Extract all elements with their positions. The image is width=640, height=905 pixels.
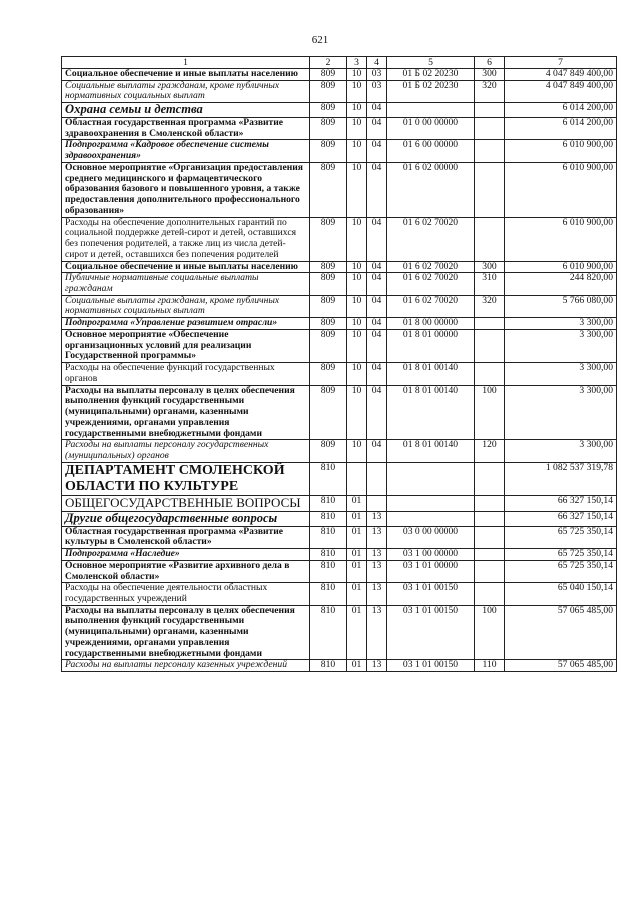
- row-target-code: 01 6 02 70020: [387, 295, 475, 317]
- row-ministry-code: 810: [310, 526, 347, 548]
- row-subsection-code: 04: [367, 273, 387, 295]
- row-expense-type: 120: [475, 440, 505, 462]
- row-subsection-code: 04: [367, 295, 387, 317]
- row-description: Расходы на обеспечение функций государственных органов: [62, 363, 310, 385]
- row-subsection-code: 04: [367, 261, 387, 273]
- row-amount: 65 040 150,14: [505, 583, 617, 605]
- row-amount: 6 014 200,00: [505, 117, 617, 139]
- row-ministry-code: 809: [310, 329, 347, 362]
- row-expense-type: 300: [475, 261, 505, 273]
- row-subsection-code: 13: [367, 526, 387, 548]
- row-expense-type: [475, 560, 505, 582]
- row-ministry-code: 810: [310, 462, 347, 495]
- row-amount: 57 065 485,00: [505, 605, 617, 660]
- row-ministry-code: 809: [310, 273, 347, 295]
- row-ministry-code: 810: [310, 549, 347, 561]
- row-subsection-code: 13: [367, 560, 387, 582]
- table-row: [62, 549, 617, 561]
- column-header: 2: [310, 57, 347, 69]
- row-target-code: [387, 511, 475, 526]
- row-amount: 66 327 150,14: [505, 511, 617, 526]
- row-ministry-code: 809: [310, 318, 347, 330]
- table-row: [62, 318, 617, 330]
- row-amount: 6 010 900,00: [505, 261, 617, 273]
- table-row: [62, 462, 617, 495]
- row-description: Социальное обеспечение и иные выплаты населению: [62, 261, 310, 273]
- row-target-code: 01 0 00 00000: [387, 117, 475, 139]
- row-section-code: 10: [347, 261, 367, 273]
- row-amount: 66 327 150,14: [505, 495, 617, 511]
- row-subsection-code: 04: [367, 103, 387, 118]
- row-section-code: 10: [347, 385, 367, 440]
- row-expense-type: [475, 103, 505, 118]
- table-row: [62, 261, 617, 273]
- row-ministry-code: 809: [310, 385, 347, 440]
- row-ministry-code: 810: [310, 495, 347, 511]
- row-ministry-code: 809: [310, 217, 347, 261]
- row-description: Расходы на выплаты персоналу в целях обеспечения выполнения функций государственными (муниципальными) органами, казенными учреждениями, органами управления государственными внебюджетными фондами: [62, 385, 310, 440]
- row-subsection-code: 04: [367, 117, 387, 139]
- row-description: Подпрограмма «Управление развитием отрасли»: [62, 318, 310, 330]
- row-description: Областная государственная программа «Развитие культуры в Смоленской области»: [62, 526, 310, 548]
- row-amount: 65 725 350,14: [505, 560, 617, 582]
- row-ministry-code: 809: [310, 295, 347, 317]
- row-expense-type: 110: [475, 660, 505, 672]
- row-amount: 1 082 537 319,78: [505, 462, 617, 495]
- column-header: 3: [347, 57, 367, 69]
- row-amount: 3 300,00: [505, 440, 617, 462]
- row-section-code: 10: [347, 140, 367, 162]
- row-expense-type: [475, 117, 505, 139]
- row-target-code: 01 Б 02 20230: [387, 69, 475, 81]
- row-expense-type: [475, 140, 505, 162]
- row-expense-type: [475, 363, 505, 385]
- row-section-code: 01: [347, 549, 367, 561]
- row-subsection-code: 13: [367, 605, 387, 660]
- row-ministry-code: 809: [310, 162, 347, 217]
- row-target-code: 03 0 00 00000: [387, 526, 475, 548]
- row-description: Основное мероприятие «Организация предоставления среднего медицинского и фармацевтического образования базового и повышенного уровня, а также предоставления дополнительного профессионального образования»: [62, 162, 310, 217]
- row-amount: 6 010 900,00: [505, 217, 617, 261]
- row-expense-type: 320: [475, 80, 505, 102]
- row-target-code: [387, 462, 475, 495]
- row-section-code: 01: [347, 495, 367, 511]
- budget-table: [61, 56, 617, 672]
- row-target-code: 01 8 00 00000: [387, 318, 475, 330]
- table-row: [62, 217, 617, 261]
- row-amount: 3 300,00: [505, 318, 617, 330]
- row-amount: 3 300,00: [505, 385, 617, 440]
- table-row: [62, 273, 617, 295]
- row-section-code: 10: [347, 273, 367, 295]
- table-row: [62, 162, 617, 217]
- table-row: [62, 560, 617, 582]
- row-expense-type: 320: [475, 295, 505, 317]
- row-target-code: 03 1 01 00150: [387, 660, 475, 672]
- row-section-code: 01: [347, 660, 367, 672]
- row-ministry-code: 810: [310, 605, 347, 660]
- row-target-code: 01 8 01 00000: [387, 329, 475, 362]
- row-target-code: [387, 495, 475, 511]
- row-subsection-code: 04: [367, 318, 387, 330]
- row-section-code: 10: [347, 363, 367, 385]
- table-row: [62, 69, 617, 81]
- row-amount: 5 766 080,00: [505, 295, 617, 317]
- row-section-code: 01: [347, 511, 367, 526]
- row-subsection-code: 04: [367, 217, 387, 261]
- row-expense-type: [475, 162, 505, 217]
- row-amount: 3 300,00: [505, 329, 617, 362]
- row-description: ДЕПАРТАМЕНТ СМОЛЕНСКОЙ ОБЛАСТИ ПО КУЛЬТУРЕ: [62, 462, 310, 495]
- row-description: Основное мероприятие «Развитие архивного дела в Смоленской области»: [62, 560, 310, 582]
- table-row: [62, 440, 617, 462]
- row-section-code: [347, 462, 367, 495]
- row-amount: 4 047 849 400,00: [505, 69, 617, 81]
- row-amount: 57 065 485,00: [505, 660, 617, 672]
- row-target-code: 03 1 01 00150: [387, 605, 475, 660]
- row-description: Подпрограмма «Наследие»: [62, 549, 310, 561]
- table-row: [62, 295, 617, 317]
- row-target-code: 01 6 02 70020: [387, 217, 475, 261]
- row-ministry-code: 809: [310, 69, 347, 81]
- row-subsection-code: 04: [367, 440, 387, 462]
- table-row: [62, 363, 617, 385]
- row-target-code: 01 6 02 00000: [387, 162, 475, 217]
- row-subsection-code: 04: [367, 162, 387, 217]
- row-description: Областная государственная программа «Развитие здравоохранения в Смоленской области»: [62, 117, 310, 139]
- row-ministry-code: 809: [310, 363, 347, 385]
- table-row: [62, 140, 617, 162]
- row-expense-type: [475, 511, 505, 526]
- row-ministry-code: 810: [310, 560, 347, 582]
- row-subsection-code: 03: [367, 69, 387, 81]
- row-description: ОБЩЕГОСУДАРСТВЕННЫЕ ВОПРОСЫ: [62, 495, 310, 511]
- row-expense-type: 100: [475, 385, 505, 440]
- row-target-code: 01 6 02 70020: [387, 273, 475, 295]
- table-row: [62, 117, 617, 139]
- row-description: Публичные нормативные социальные выплаты гражданам: [62, 273, 310, 295]
- row-expense-type: [475, 318, 505, 330]
- row-ministry-code: 809: [310, 80, 347, 102]
- row-subsection-code: [367, 495, 387, 511]
- row-amount: 6 010 900,00: [505, 162, 617, 217]
- row-ministry-code: 810: [310, 660, 347, 672]
- row-section-code: 01: [347, 526, 367, 548]
- row-description: Социальные выплаты гражданам, кроме публичных нормативных социальных выплат: [62, 295, 310, 317]
- row-expense-type: [475, 526, 505, 548]
- table-row: [62, 80, 617, 102]
- table-row: [62, 495, 617, 511]
- row-ministry-code: 809: [310, 140, 347, 162]
- column-header: 7: [505, 57, 617, 69]
- row-ministry-code: 809: [310, 117, 347, 139]
- row-section-code: 10: [347, 440, 367, 462]
- row-section-code: 01: [347, 583, 367, 605]
- table-row: [62, 526, 617, 548]
- table-row: [62, 511, 617, 526]
- row-expense-type: [475, 495, 505, 511]
- row-description: Расходы на обеспечение дополнительных гарантий по социальной поддержке детей-сирот и детей, оставшихся без попечения родителей, а также лиц из числа детей-сирот и детей, оставшихся без попечения родителей: [62, 217, 310, 261]
- row-section-code: 10: [347, 69, 367, 81]
- row-section-code: 10: [347, 103, 367, 118]
- row-target-code: 01 8 01 00140: [387, 363, 475, 385]
- row-amount: 65 725 350,14: [505, 549, 617, 561]
- row-section-code: 10: [347, 80, 367, 102]
- table-row: [62, 660, 617, 672]
- table-row: [62, 583, 617, 605]
- table-row: [62, 103, 617, 118]
- row-subsection-code: 13: [367, 660, 387, 672]
- row-description: Расходы на выплаты персоналу государственных (муниципальных) органов: [62, 440, 310, 462]
- row-expense-type: 310: [475, 273, 505, 295]
- row-amount: 6 010 900,00: [505, 140, 617, 162]
- header-row: [62, 57, 617, 69]
- row-description: Социальное обеспечение и иные выплаты населению: [62, 69, 310, 81]
- row-ministry-code: 810: [310, 583, 347, 605]
- row-description: Расходы на выплаты персоналу в целях обеспечения выполнения функций государственными (муниципальными) органами, казенными учреждениями, органами управления государственными внебюджетными фондами: [62, 605, 310, 660]
- row-description: Другие общегосударственные вопросы: [62, 511, 310, 526]
- row-section-code: 01: [347, 605, 367, 660]
- row-section-code: 10: [347, 217, 367, 261]
- row-target-code: 01 6 02 70020: [387, 261, 475, 273]
- row-expense-type: 300: [475, 69, 505, 81]
- table-row: [62, 605, 617, 660]
- row-description: Расходы на обеспечение деятельности областных государственных учреждений: [62, 583, 310, 605]
- table-body: [62, 69, 617, 672]
- row-expense-type: 100: [475, 605, 505, 660]
- row-expense-type: [475, 583, 505, 605]
- row-subsection-code: 03: [367, 80, 387, 102]
- row-description: Охрана семьи и детства: [62, 103, 310, 118]
- row-section-code: 10: [347, 117, 367, 139]
- row-amount: 4 047 849 400,00: [505, 80, 617, 102]
- row-subsection-code: 04: [367, 329, 387, 362]
- column-header: 5: [387, 57, 475, 69]
- table-row: [62, 385, 617, 440]
- row-subsection-code: 13: [367, 583, 387, 605]
- row-ministry-code: 809: [310, 103, 347, 118]
- row-section-code: 10: [347, 162, 367, 217]
- column-header: 6: [475, 57, 505, 69]
- row-expense-type: [475, 462, 505, 495]
- row-description: Социальные выплаты гражданам, кроме публичных нормативных социальных выплат: [62, 80, 310, 102]
- row-target-code: 03 1 00 00000: [387, 549, 475, 561]
- row-subsection-code: 04: [367, 140, 387, 162]
- table-row: [62, 329, 617, 362]
- row-target-code: 03 1 01 00150: [387, 583, 475, 605]
- column-header: 4: [367, 57, 387, 69]
- row-target-code: 01 Б 02 20230: [387, 80, 475, 102]
- row-target-code: [387, 103, 475, 118]
- row-subsection-code: 04: [367, 363, 387, 385]
- row-section-code: 10: [347, 329, 367, 362]
- row-section-code: 10: [347, 318, 367, 330]
- row-expense-type: [475, 329, 505, 362]
- row-ministry-code: 809: [310, 440, 347, 462]
- row-section-code: 01: [347, 560, 367, 582]
- row-amount: 65 725 350,14: [505, 526, 617, 548]
- column-header: 1: [62, 57, 310, 69]
- row-expense-type: [475, 217, 505, 261]
- row-target-code: 01 6 00 00000: [387, 140, 475, 162]
- row-subsection-code: 04: [367, 385, 387, 440]
- row-target-code: 03 1 01 00000: [387, 560, 475, 582]
- row-amount: 244 820,00: [505, 273, 617, 295]
- row-target-code: 01 8 01 00140: [387, 440, 475, 462]
- row-ministry-code: 810: [310, 511, 347, 526]
- row-amount: 3 300,00: [505, 363, 617, 385]
- row-expense-type: [475, 549, 505, 561]
- page-number: 621: [311, 34, 329, 46]
- row-section-code: 10: [347, 295, 367, 317]
- row-description: Расходы на выплаты персоналу казенных учреждений: [62, 660, 310, 672]
- row-subsection-code: 13: [367, 549, 387, 561]
- row-target-code: 01 8 01 00140: [387, 385, 475, 440]
- row-ministry-code: 809: [310, 261, 347, 273]
- row-description: Основное мероприятие «Обеспечение организационных условий для реализации Государственной программы»: [62, 329, 310, 362]
- row-amount: 6 014 200,00: [505, 103, 617, 118]
- row-description: Подпрограмма «Кадровое обеспечение системы здравоохранения»: [62, 140, 310, 162]
- row-subsection-code: [367, 462, 387, 495]
- row-subsection-code: 13: [367, 511, 387, 526]
